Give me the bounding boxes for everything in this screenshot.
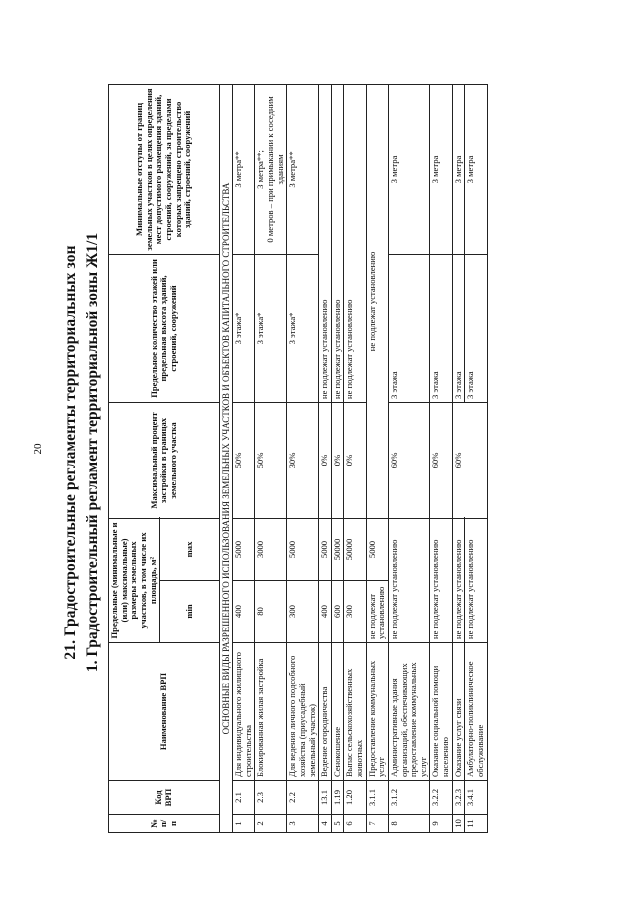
- cell-max: 5000: [233, 518, 255, 580]
- cell-floors: 3 этажа: [452, 254, 465, 402]
- cell-min: не подлежат установлению: [366, 581, 388, 643]
- cell-area: не подлежат установлению: [452, 518, 465, 642]
- header-setback: Минимальные отступы от границ земельных участков в целях определения мест допустимого размещения зданий, строений, сооружений, за пределами которых запрещено строительство зданий, строений, сооружений: [109, 84, 220, 254]
- cell-code: 2.1: [233, 781, 255, 815]
- header-min: min: [160, 581, 220, 643]
- cell-min: 300: [344, 581, 366, 643]
- cell-setback: 3 метра: [452, 84, 465, 254]
- cell-floors-setback: не подлежат установлению: [319, 84, 332, 402]
- section-title: ОСНОВНЫЕ ВИДЫ РАЗРЕШЕННОГО ИСПОЛЬЗОВАНИЯ ЗЕМЕЛЬНЫХ УЧАСТКОВ И ОБЪЕКТОВ КАПИТАЛЬНОГО СТРОИТЕЛЬСТВА: [220, 84, 233, 832]
- cell-name: Блокированная жилая застройка: [255, 643, 287, 781]
- cell-rest: не подлежат установлению: [366, 84, 388, 518]
- cell-num: 5: [331, 815, 344, 833]
- cell-code: 1.20: [344, 781, 366, 815]
- cell-num: 2: [255, 815, 287, 833]
- cell-percent: 50%: [255, 402, 287, 518]
- cell-max: 50000: [344, 518, 366, 580]
- cell-name: Амбулаторно-поликлиническое обслуживание: [465, 643, 487, 781]
- cell-num: 11: [465, 815, 487, 833]
- table-row: [233, 84, 255, 832]
- cell-percent: 60%: [388, 402, 430, 518]
- cell-floors: 3 этажа: [430, 254, 452, 402]
- cell-name: Сенокошение: [331, 643, 344, 781]
- cell-num: 1: [233, 815, 255, 833]
- cell-num: 10: [452, 815, 465, 833]
- cell-floors-setback: не подлежат установлению: [331, 84, 344, 402]
- table-row: [388, 84, 430, 832]
- cell-floors: 3 этажа: [465, 254, 487, 402]
- cell-percent: 50%: [233, 402, 255, 518]
- cell-floors-setback: не подлежат установлению: [344, 84, 366, 402]
- cell-setback: 3 метра**: [287, 84, 319, 254]
- header-percent: Максимальный процент застройки в границах земельного участка: [109, 402, 220, 518]
- cell-code: 3.1.1: [366, 781, 388, 815]
- cell-area: не подлежат установлению: [430, 518, 452, 642]
- cell-percent: 0%: [331, 402, 344, 518]
- table-row: [430, 84, 452, 832]
- header-floors: Предельное количество этажей или предельная высота зданий, строений, сооружений: [109, 254, 220, 402]
- header-max: max: [160, 518, 220, 580]
- cell-code: 13.1: [319, 781, 332, 815]
- cell-code: 3.1.2: [388, 781, 430, 815]
- table-row: [452, 84, 465, 832]
- cell-percent: 0%: [319, 402, 332, 518]
- header-name: Наименование ВРП: [109, 643, 220, 781]
- cell-min: 400: [233, 581, 255, 643]
- cell-name: Для ведения личного подсобного хозяйства (приусадебный земельный участок): [287, 643, 319, 781]
- cell-setback: 3 метра: [388, 84, 430, 254]
- cell-floors: 3 этажа*: [255, 254, 287, 402]
- cell-floors: 3 этажа*: [233, 254, 255, 402]
- table-row: [287, 84, 319, 832]
- cell-percent: 60%: [430, 402, 452, 518]
- cell-name: Оказание услуг связи: [452, 643, 465, 781]
- cell-max: 5000: [287, 518, 319, 580]
- table-row: [255, 84, 287, 832]
- cell-num: 3: [287, 815, 319, 833]
- section-row: [220, 84, 233, 832]
- cell-min: 300: [287, 581, 319, 643]
- cell-area: не подлежат установлению: [465, 518, 487, 642]
- table-row: [331, 84, 344, 832]
- cell-num: 8: [388, 815, 430, 833]
- cell-percent: 60%: [452, 402, 487, 518]
- header-num: № п/п: [109, 815, 220, 833]
- cell-max: 5000: [366, 518, 388, 580]
- cell-name: Предоставление коммунальных услуг: [366, 643, 388, 781]
- cell-min: 80: [255, 581, 287, 643]
- cell-floors: 3 этажа*: [287, 254, 319, 402]
- cell-percent: 0%: [344, 402, 366, 518]
- cell-max: 3000: [255, 518, 287, 580]
- cell-percent: 30%: [287, 402, 319, 518]
- cell-min: 600: [331, 581, 344, 643]
- cell-max: 50000: [331, 518, 344, 580]
- regulations-table: [108, 84, 488, 833]
- cell-floors: 3 этажа: [388, 254, 430, 402]
- header-code: Код ВРП: [109, 781, 220, 815]
- cell-code: 2.2: [287, 781, 319, 815]
- page-number: 20: [32, 443, 44, 455]
- cell-name: Выпас сельскохозяйственных животных: [344, 643, 366, 781]
- cell-name: Оказание социальной помощи населению: [430, 643, 452, 781]
- cell-area: не подлежат установлению: [388, 518, 430, 642]
- cell-code: 3.2.2: [430, 781, 452, 815]
- cell-name: Для индивидуального жилищного строительства: [233, 643, 255, 781]
- cell-name: Ведение огородничества: [319, 643, 332, 781]
- cell-num: 9: [430, 815, 452, 833]
- cell-num: 6: [344, 815, 366, 833]
- cell-code: 1.19: [331, 781, 344, 815]
- header-area: Предельные (минимальные и (или) максимальные) размеры земельных участков, в том числе их площадь, м²: [109, 518, 160, 642]
- section-heading: 21. Градостроительные регламенты территориальных зон: [62, 245, 79, 660]
- table-row: [344, 84, 366, 832]
- cell-code: 2.3: [255, 781, 287, 815]
- header-row-1: [109, 84, 160, 832]
- cell-num: 7: [366, 815, 388, 833]
- cell-setback: 3 метра**: [233, 84, 255, 254]
- table-row: [319, 84, 332, 832]
- cell-setback: 3 метра: [465, 84, 487, 254]
- subsection-heading: 1. Градостроительный регламент территориальной зоны Ж1/1: [84, 232, 101, 673]
- cell-code: 3.4.1: [465, 781, 487, 815]
- cell-max: 5000: [319, 518, 332, 580]
- table-row: [366, 84, 388, 832]
- cell-min: 400: [319, 581, 332, 643]
- cell-code: 3.2.3: [452, 781, 465, 815]
- cell-setback: 3 метра**; 0 метров – при примыкании к соседним зданиям: [255, 84, 287, 254]
- cell-setback: 3 метра: [430, 84, 452, 254]
- cell-num: 4: [319, 815, 332, 833]
- cell-name: Административные здания организаций, обеспечивающих предоставление коммунальных услуг: [388, 643, 430, 781]
